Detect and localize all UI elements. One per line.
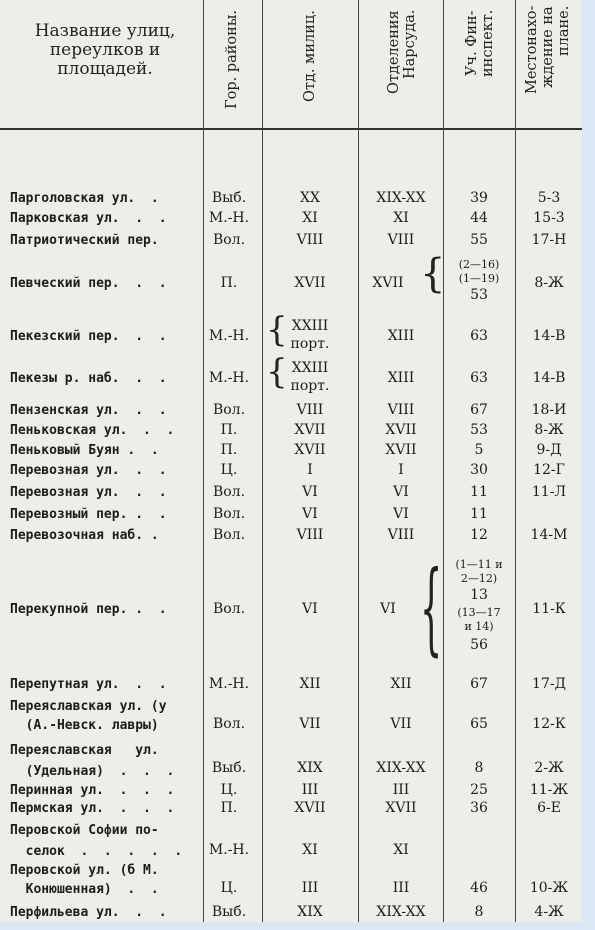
- fin-inspection: 67: [470, 402, 488, 418]
- table-row: [0, 822, 582, 864]
- court-dept: XII: [390, 676, 412, 692]
- fin-inspection: 12: [470, 527, 488, 543]
- fin-inspection: 8: [474, 904, 484, 920]
- militia-dept: VI: [302, 484, 318, 500]
- court-dept: I: [398, 462, 404, 478]
- district: П.: [220, 442, 238, 458]
- brace-symbol: {: [266, 352, 288, 392]
- militia-dept: XI: [302, 842, 318, 858]
- court-dept: III: [392, 880, 410, 896]
- militia-dept: порт.: [290, 378, 330, 394]
- district: Вол.: [212, 716, 246, 732]
- plan-location: 14-М: [530, 527, 568, 543]
- militia-dept: XI: [302, 210, 318, 226]
- district: Вол.: [212, 527, 246, 543]
- plan-location: 9-Д: [536, 442, 562, 458]
- district: Вол.: [212, 232, 246, 248]
- header-militia-column: Отд. милиц.: [302, 10, 318, 102]
- plan-location: 11-К: [532, 601, 566, 617]
- fin-inspection: 67: [470, 676, 488, 692]
- fin-inspection: 30: [470, 462, 488, 478]
- plan-location: 2-Ж: [534, 760, 564, 776]
- district: Выб.: [211, 904, 247, 920]
- street-name: Перевозная ул. . .: [10, 463, 167, 478]
- street-name: Перевозный пер. . .: [10, 507, 167, 522]
- plan-location: 18-И: [531, 402, 567, 418]
- court-dept: XVII: [385, 422, 417, 438]
- court-dept: VII: [390, 716, 412, 732]
- fin-inspection: 2—12): [460, 572, 498, 585]
- street-name: Пеньковый Буян . .: [10, 443, 159, 458]
- brace-symbol: {: [266, 310, 288, 350]
- street-name-continued: Конюшенная) . .: [10, 882, 159, 897]
- street-name: Пекезский пер. . .: [10, 329, 167, 344]
- district: Ц.: [220, 782, 238, 798]
- fin-inspection: 13: [470, 587, 488, 603]
- court-dept: XVII: [372, 275, 404, 291]
- header-plan-column: Местонахо-ждение на плане.: [524, 6, 572, 95]
- street-name: Перепутная ул. . .: [10, 677, 167, 692]
- plan-location: 17-Д: [532, 676, 566, 692]
- street-name: Перовской Софии по-: [10, 823, 159, 838]
- court-dept: VIII: [387, 232, 415, 248]
- militia-dept: VI: [302, 506, 318, 522]
- street-name: Парковская ул. . .: [10, 211, 167, 226]
- militia-dept: III: [301, 880, 319, 896]
- court-dept: VIII: [387, 402, 415, 418]
- header-fin-column: Уч. Фин-инспект.: [464, 10, 496, 78]
- district: П.: [220, 275, 238, 291]
- fin-inspection: 53: [470, 287, 488, 303]
- district: П.: [220, 422, 238, 438]
- table-row: [0, 251, 582, 317]
- table-row: [0, 310, 582, 362]
- plan-location: 17-Н: [531, 232, 567, 248]
- fin-inspection: 65: [470, 716, 488, 732]
- fin-inspection: 63: [470, 370, 488, 386]
- street-name: Перфильева ул. . .: [10, 905, 167, 920]
- plan-location: 4-Ж: [534, 904, 564, 920]
- table-row: [0, 549, 582, 666]
- brace-symbol: {: [420, 251, 446, 297]
- district: Вол.: [212, 601, 246, 617]
- fin-inspection: 46: [470, 880, 488, 896]
- plan-location: 5-3: [537, 190, 561, 206]
- plan-location: 12-К: [532, 716, 566, 732]
- plan-location: 8-Ж: [534, 275, 564, 291]
- court-dept: XVII: [385, 800, 417, 816]
- table-row: [0, 742, 582, 784]
- district: Ц.: [220, 462, 238, 478]
- street-name: Певческий пер. . .: [10, 276, 167, 291]
- street-name-continued: (Удельная) . . .: [10, 764, 175, 779]
- header-district-column: Гор. районы.: [224, 10, 240, 109]
- district: Вол.: [212, 402, 246, 418]
- court-dept: III: [392, 782, 410, 798]
- plan-location: 15-3: [533, 210, 565, 226]
- militia-dept: VIII: [296, 232, 324, 248]
- court-dept: VI: [393, 506, 409, 522]
- plan-location: 12-Г: [533, 462, 565, 478]
- district: М.-Н.: [208, 328, 250, 344]
- court-dept: XI: [393, 210, 409, 226]
- district: М.-Н.: [208, 842, 250, 858]
- street-name: Переяславская ул. (у: [10, 699, 167, 714]
- militia-dept: порт.: [290, 336, 330, 352]
- militia-dept: VIII: [296, 402, 324, 418]
- fin-inspection: (2—16): [458, 258, 500, 271]
- militia-dept: XXIII: [291, 360, 329, 376]
- district: М.-Н.: [208, 210, 250, 226]
- street-name: Перевозная ул. . .: [10, 485, 167, 500]
- street-name: Перекупной пер. . .: [10, 602, 167, 617]
- fin-inspection: 36: [470, 800, 488, 816]
- district: М.-Н.: [208, 370, 250, 386]
- street-name: Пеньковская ул. . .: [10, 423, 175, 438]
- street-name-continued: селок . . . . .: [10, 844, 183, 859]
- fin-inspection: (13—17: [457, 606, 501, 619]
- table-row: [0, 352, 582, 402]
- plan-location: 8-Ж: [534, 422, 564, 438]
- brace-symbol: {: [420, 549, 443, 666]
- fin-inspection: 53: [470, 422, 488, 438]
- militia-dept: I: [307, 462, 313, 478]
- militia-dept: XVII: [294, 800, 326, 816]
- fin-inspection: и 14): [464, 620, 494, 633]
- court-dept: VIII: [387, 527, 415, 543]
- militia-dept: III: [301, 782, 319, 798]
- militia-dept: VI: [302, 601, 318, 617]
- militia-dept: XIX: [297, 760, 323, 776]
- district: Вол.: [212, 484, 246, 500]
- street-name: Перевозочная наб. .: [10, 528, 159, 543]
- plan-location: 14-В: [532, 370, 566, 386]
- district: Вол.: [212, 506, 246, 522]
- militia-dept: XIX: [297, 904, 323, 920]
- district: Ц.: [220, 880, 238, 896]
- court-dept: XIX-XX: [376, 190, 426, 206]
- fin-inspection: 25: [470, 782, 488, 798]
- street-name: Перинная ул. . . .: [10, 783, 175, 798]
- street-name: Патриотический пер.: [10, 233, 159, 248]
- fin-inspection: 11: [470, 506, 488, 522]
- militia-dept: XX: [300, 190, 320, 206]
- militia-dept: XII: [299, 676, 321, 692]
- fin-inspection: (1—11 и: [455, 558, 503, 571]
- court-dept: XVII: [385, 442, 417, 458]
- militia-dept: XVII: [294, 442, 326, 458]
- court-dept: VI: [393, 484, 409, 500]
- fin-inspection: 56: [470, 637, 488, 653]
- militia-dept: XXIII: [291, 318, 329, 334]
- street-name: Переяславская ул.: [10, 743, 159, 758]
- fin-inspection: (1—19): [458, 272, 500, 285]
- court-dept: XI: [393, 842, 409, 858]
- court-dept: XIX-XX: [376, 760, 426, 776]
- court-dept: XIII: [387, 328, 415, 344]
- fin-inspection: 44: [470, 210, 488, 226]
- plan-location: 14-В: [532, 328, 566, 344]
- plan-location: 11-Ж: [529, 782, 569, 798]
- plan-location: 6-Е: [537, 800, 561, 816]
- plan-location: 10-Ж: [529, 880, 569, 896]
- district: П.: [220, 800, 238, 816]
- header-court-column: Отделения Нарсуда.: [386, 10, 418, 94]
- plan-location: 11-Л: [531, 484, 567, 500]
- court-dept: VI: [380, 601, 396, 617]
- street-name: Пекезы р. наб. . .: [10, 371, 167, 386]
- fin-inspection: 39: [470, 190, 488, 206]
- fin-inspection: 63: [470, 328, 488, 344]
- fin-inspection: 11: [470, 484, 488, 500]
- street-name: Пермская ул. . . .: [10, 801, 175, 816]
- street-name: Парголовская ул. .: [10, 191, 159, 206]
- table-row: [0, 862, 582, 904]
- fin-inspection: 55: [470, 232, 488, 248]
- header-name-column: Название улиц, переулков и площадей.: [34, 21, 176, 79]
- militia-dept: VIII: [296, 527, 324, 543]
- district: М.-Н.: [208, 676, 250, 692]
- militia-dept: XVII: [294, 422, 326, 438]
- table-header: [0, 0, 582, 130]
- court-dept: XIX-XX: [376, 904, 426, 920]
- court-dept: XIII: [387, 370, 415, 386]
- street-name-continued: (А.-Невск. лавры): [10, 718, 159, 733]
- district: Выб.: [211, 190, 247, 206]
- militia-dept: VII: [299, 716, 321, 732]
- militia-dept: XVII: [294, 275, 326, 291]
- fin-inspection: 5: [474, 442, 484, 458]
- street-name: Перовской ул. (б М.: [10, 863, 159, 878]
- district: Выб.: [211, 760, 247, 776]
- table-row: [0, 698, 582, 740]
- fin-inspection: 8: [474, 760, 484, 776]
- street-name: Пензенская ул. . .: [10, 403, 167, 418]
